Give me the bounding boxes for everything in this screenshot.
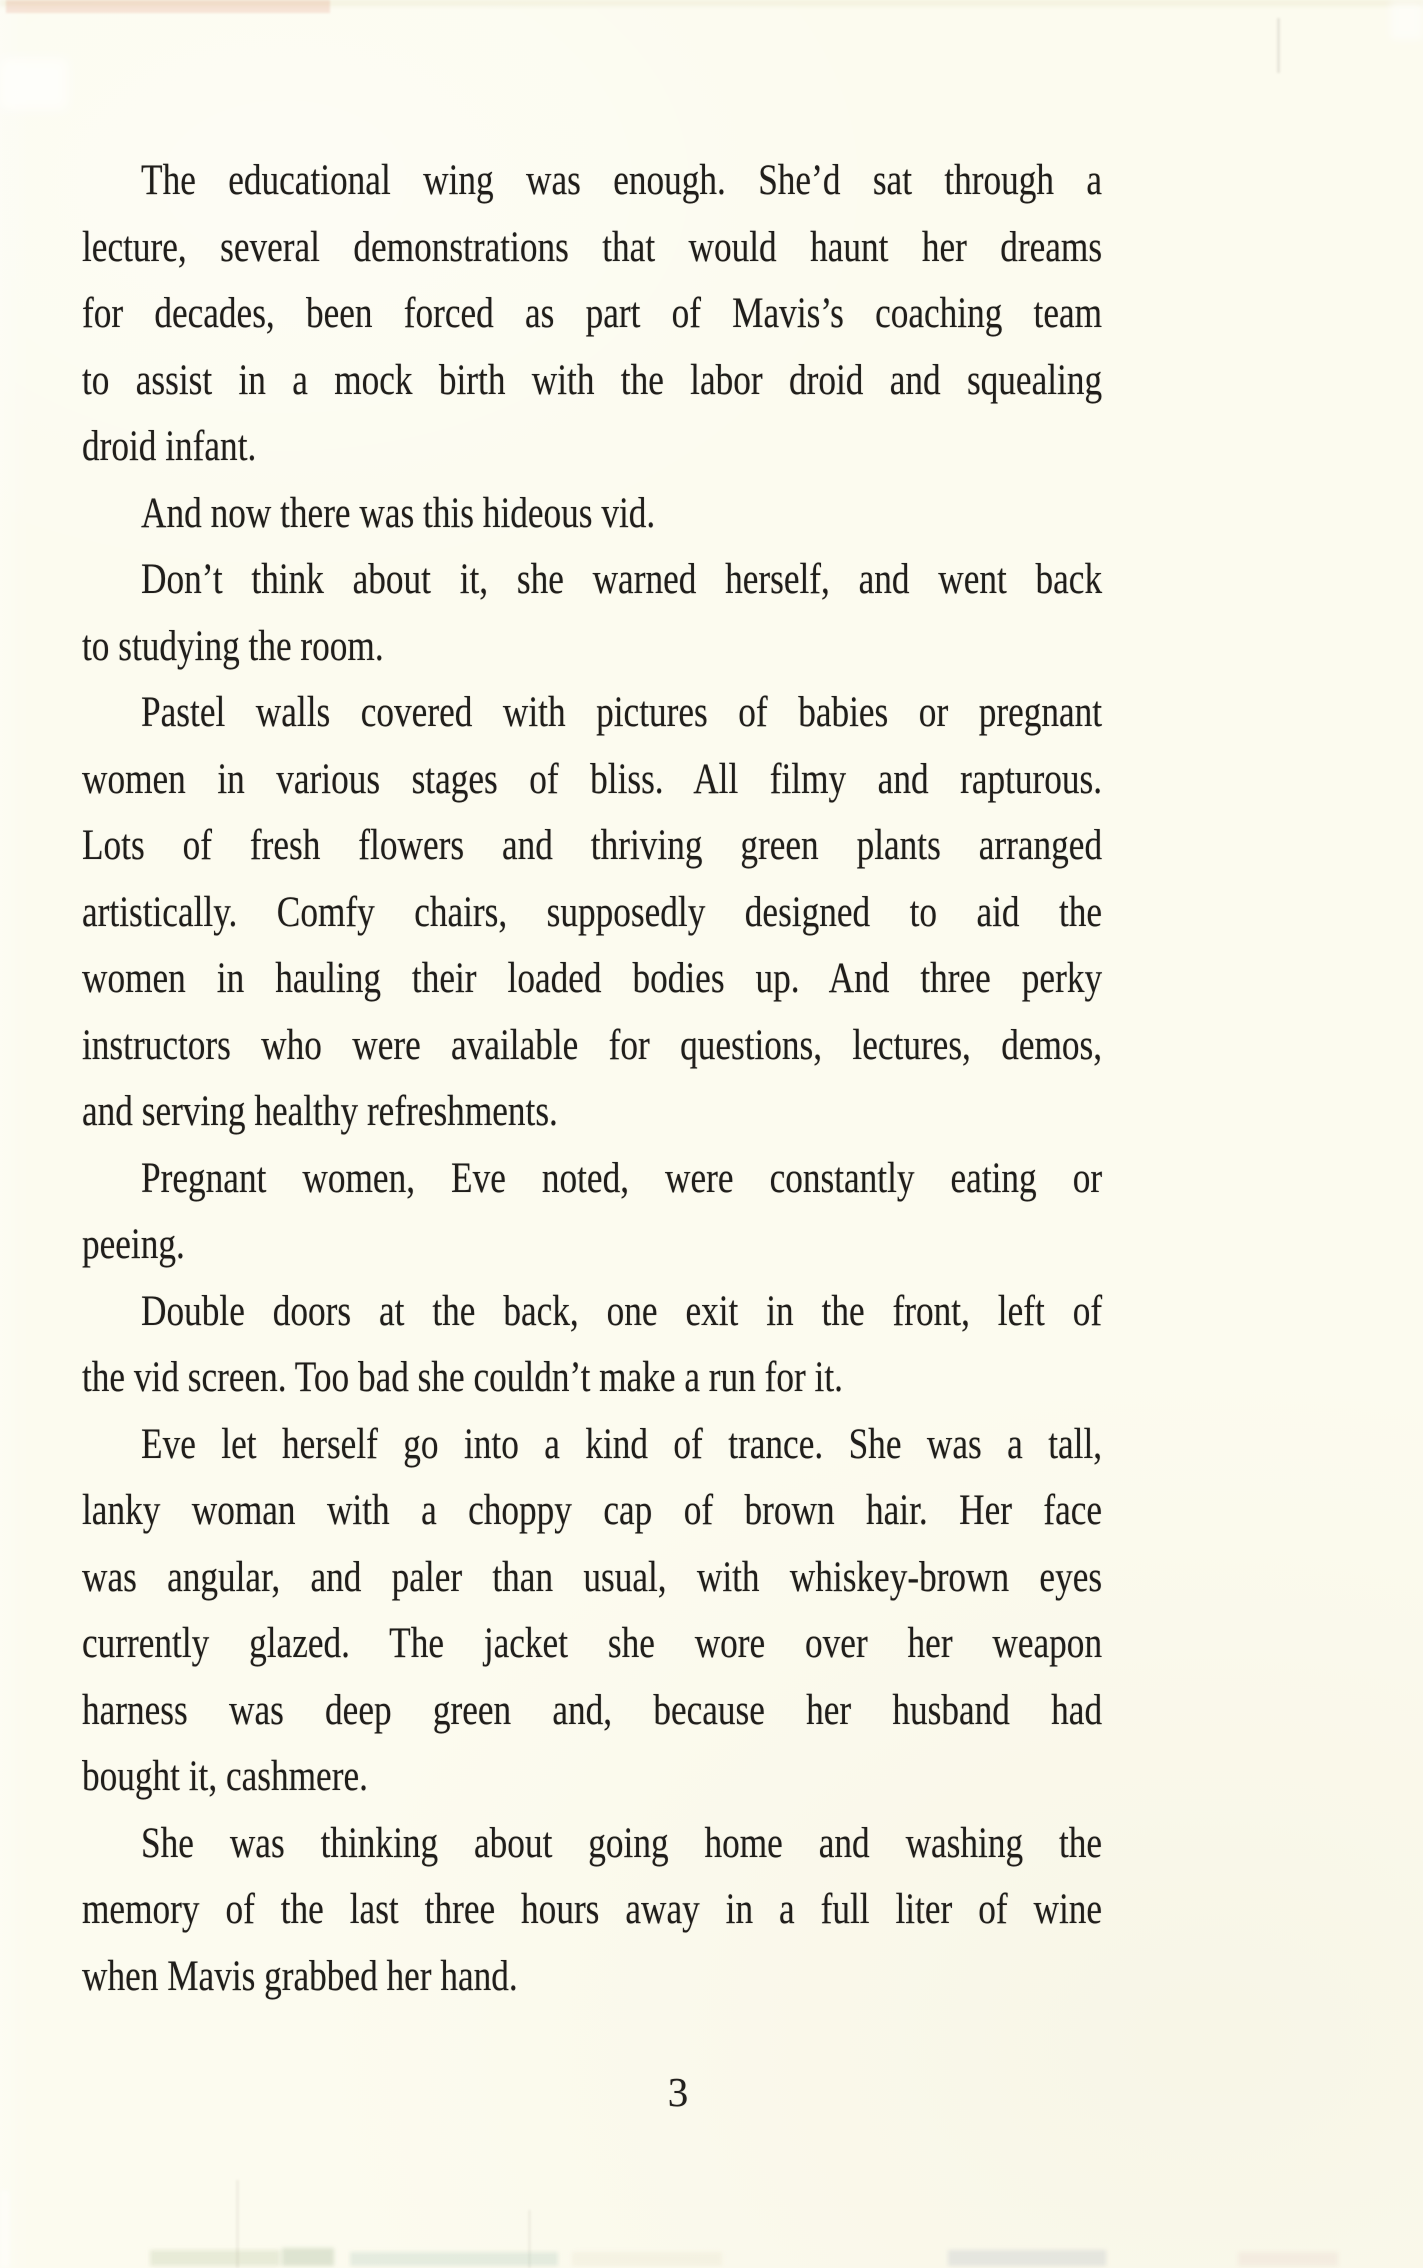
- paragraph: [82, 1146, 1102, 1279]
- paragraph: [82, 481, 1102, 548]
- text-line: Double doors at the back, one exit in the front, left of: [141, 1287, 1103, 1335]
- text-line: harness was deep green and, because her husband had: [82, 1686, 1103, 1734]
- paragraph: [82, 1412, 1102, 1811]
- paragraph: [82, 680, 1102, 1146]
- text-line: women in hauling their loaded bodies up. And three perky: [82, 955, 1103, 1002]
- paragraph: [82, 547, 1102, 680]
- text-line: for decades, been forced as part of Mavis’s coaching team: [82, 290, 1103, 337]
- text-line: peeing.: [82, 1221, 185, 1268]
- paragraph: [82, 1279, 1102, 1412]
- text-line: lanky woman with a choppy cap of brown hair. Her face: [82, 1487, 1103, 1534]
- text-line: And now there was this hideous vid.: [141, 489, 656, 537]
- text-line: instructors who were available for questions, lectures, demos,: [82, 1021, 1103, 1069]
- text-line: and serving healthy refreshments.: [82, 1088, 558, 1135]
- top-left-warm-smudge: [6, 0, 330, 13]
- bottom-band-pink: [1238, 2252, 1338, 2266]
- top-right-white-wedge: [1390, 0, 1423, 40]
- body-text: [82, 148, 1102, 2010]
- right-crease-line: [1277, 18, 1280, 73]
- text-line: bought it, cashmere.: [82, 1753, 368, 1800]
- text-line: Eve let herself go into a kind of trance. She was a tall,: [141, 1420, 1103, 1468]
- bottom-streak-1: [236, 2180, 239, 2268]
- text-line: was angular, and paler than usual, with whiskey-brown eyes: [82, 1553, 1103, 1601]
- bottom-band-cream: [572, 2252, 722, 2266]
- text-line: to studying the room.: [82, 622, 384, 670]
- bottom-band-green-2: [282, 2248, 334, 2266]
- bottom-band-teal: [350, 2252, 558, 2266]
- paragraph: [82, 148, 1102, 481]
- text-line: Pregnant women, Eve noted, were constantly eating or: [141, 1154, 1103, 1202]
- text-line: currently glazed. The jacket she wore over her weapon: [82, 1620, 1103, 1667]
- text-line: the vid screen. Too bad she couldn’t make a run for it.: [82, 1354, 843, 1401]
- bottom-band-blue: [948, 2250, 1106, 2266]
- text-line: Don’t think about it, she warned herself, and went back: [141, 556, 1103, 603]
- text-line: when Mavis grabbed her hand.: [82, 1952, 518, 2000]
- top-edge-tone-band: [0, 0, 1423, 6]
- text-line: artistically. Comfy chairs, supposedly designed to aid the: [82, 888, 1103, 936]
- text-line: Lots of fresh flowers and thriving green plants arranged: [82, 822, 1103, 869]
- paragraph: [82, 1811, 1102, 2011]
- top-left-white-patch: [0, 58, 68, 110]
- text-line: to assist in a mock birth with the labor droid and squealing: [82, 356, 1103, 404]
- bottom-streak-2: [528, 2210, 531, 2268]
- text-line: memory of the last three hours away in a full liter of wine: [82, 1886, 1103, 1933]
- text-line: droid infant.: [82, 423, 257, 470]
- text-line: The educational wing was enough. She’d sat through a: [141, 157, 1103, 204]
- text-line: women in various stages of bliss. All filmy and rapturous.: [82, 755, 1103, 803]
- bottom-band-green-1: [150, 2250, 280, 2266]
- page-number: 3: [667, 2069, 689, 2115]
- text-line: She was thinking about going home and washing the: [141, 1819, 1103, 1867]
- bottom-left-white-sliver: [0, 2190, 10, 2268]
- text-line: Pastel walls covered with pictures of babies or pregnant: [141, 689, 1103, 736]
- text-line: lecture, several demonstrations that would haunt her dreams: [82, 223, 1103, 271]
